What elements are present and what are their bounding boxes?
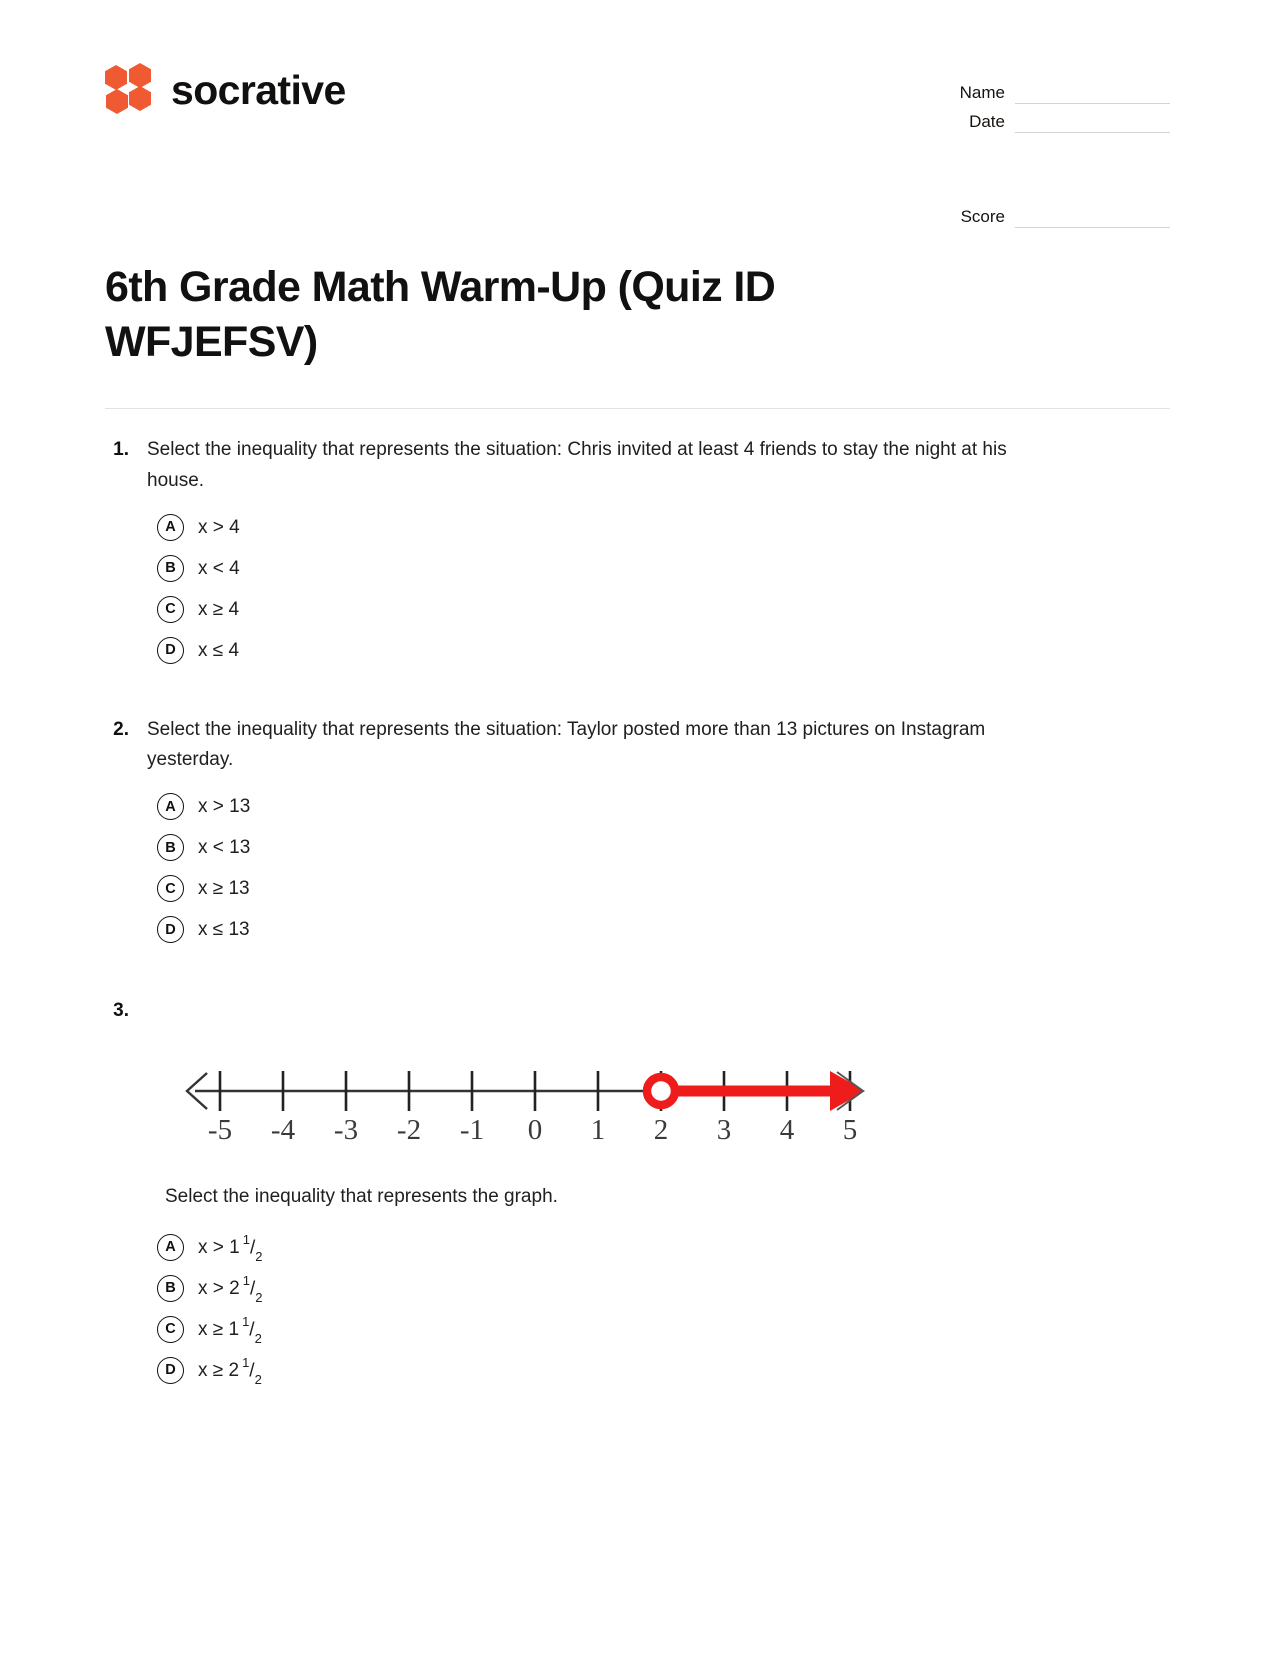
tick-label: -3 — [333, 1113, 359, 1146]
option-1c[interactable] — [105, 589, 1170, 630]
option-3c[interactable] — [105, 1309, 1170, 1350]
option-label: x < 13 — [198, 837, 251, 859]
option-label — [198, 1354, 262, 1387]
mixed-fraction: $^1/_2$ — [242, 1313, 262, 1346]
question-1-number: 1. — [113, 439, 129, 461]
question-2 — [105, 715, 1170, 951]
option-3d[interactable] — [105, 1350, 1170, 1391]
tick-label: -1 — [459, 1113, 485, 1146]
tick-label: 1 — [590, 1113, 606, 1146]
option-1d[interactable] — [105, 630, 1170, 671]
number-line-svg — [165, 1031, 885, 1151]
hexagon-icon — [105, 65, 127, 90]
field-name — [925, 75, 1170, 104]
title-divider — [105, 408, 1170, 409]
question-1 — [105, 435, 1170, 671]
field-input-score[interactable] — [1015, 206, 1170, 228]
hexagon-icon — [106, 89, 128, 114]
tick-labels — [208, 1114, 857, 1146]
tick-label: 2 — [653, 1113, 669, 1146]
question-2-text: Select the inequality that represents the situation: Taylor posted more than 13 pictures on Instagram yesterday. — [147, 718, 986, 771]
option-bubble[interactable]: C — [157, 1316, 184, 1343]
question-1-text: Select the inequality that represents the situation: Chris invited at least 4 friends to stay the night at his house. — [147, 439, 1007, 491]
option-bubble[interactable]: D — [157, 637, 184, 664]
option-bubble[interactable]: B — [157, 1275, 184, 1302]
question-1-header — [105, 435, 1170, 497]
question-3-header — [105, 996, 1170, 1027]
tick-label: -2 — [396, 1113, 422, 1146]
page-header — [0, 0, 1275, 228]
option-bubble[interactable]: D — [157, 1357, 184, 1384]
option-2d[interactable] — [105, 909, 1170, 950]
page-title: 6th Grade Math Warm-Up (Quiz ID WFJEFSV) — [105, 263, 776, 367]
option-label: x < 4 — [198, 557, 240, 579]
option-bubble[interactable]: C — [157, 596, 184, 623]
option-bubble[interactable]: A — [157, 1234, 184, 1261]
field-score — [925, 199, 1170, 228]
question-1-options — [105, 507, 1170, 671]
tick-label: 0 — [527, 1113, 543, 1146]
tick-label: 5 — [842, 1113, 858, 1146]
option-whole: x > 2 — [198, 1277, 240, 1299]
option-label — [198, 1313, 262, 1346]
option-1b[interactable] — [105, 548, 1170, 589]
student-info-fields — [925, 75, 1170, 228]
mixed-fraction: $^1/_2$ — [242, 1354, 262, 1387]
field-date — [925, 104, 1170, 133]
question-3-prompt: Select the inequality that represents the graph. — [165, 1185, 558, 1207]
number-line-graph — [165, 1031, 1170, 1156]
tick-label: 3 — [716, 1113, 732, 1146]
option-bubble[interactable]: A — [157, 793, 184, 820]
question-3 — [105, 996, 1170, 1391]
option-bubble[interactable]: C — [157, 875, 184, 902]
field-label-name: Name — [959, 83, 1005, 102]
question-3-number: 3. — [113, 1000, 129, 1022]
option-2c[interactable] — [105, 868, 1170, 909]
option-label — [198, 1231, 263, 1264]
option-label: x ≤ 4 — [198, 639, 240, 661]
option-bubble[interactable]: D — [157, 916, 184, 943]
questions-list — [105, 435, 1170, 1391]
option-1a[interactable] — [105, 507, 1170, 548]
option-label — [198, 1272, 263, 1305]
tick-label: 4 — [779, 1113, 795, 1146]
socrative-hexagons-logo-icon — [105, 65, 153, 115]
right-arrow-icon — [830, 1071, 865, 1111]
field-label-score: Score — [960, 207, 1005, 226]
option-label: x > 4 — [198, 516, 240, 538]
mixed-fraction: $^1/_2$ — [242, 1272, 263, 1305]
field-label-date: Date — [969, 112, 1005, 131]
option-label: x ≥ 13 — [198, 878, 250, 900]
question-2-options — [105, 786, 1170, 950]
tick-label: -4 — [270, 1113, 296, 1146]
brand-name: socrative — [171, 66, 346, 113]
option-bubble[interactable]: B — [157, 834, 184, 861]
option-bubble[interactable]: B — [157, 555, 184, 582]
option-label: x ≤ 13 — [198, 919, 250, 941]
option-bubble[interactable]: A — [157, 514, 184, 541]
hexagon-icon — [129, 63, 151, 88]
question-2-number: 2. — [113, 718, 129, 740]
tick-label: -5 — [207, 1113, 233, 1146]
hexagon-icon — [129, 86, 151, 111]
mixed-fraction: $^1/_2$ — [242, 1231, 263, 1264]
option-3b[interactable] — [105, 1268, 1170, 1309]
option-2b[interactable] — [105, 827, 1170, 868]
option-whole: x ≥ 2 — [198, 1359, 240, 1381]
field-input-name[interactable] — [1015, 82, 1170, 104]
field-input-date[interactable] — [1015, 111, 1170, 133]
question-3-options — [105, 1227, 1170, 1391]
brand-logo — [105, 65, 346, 115]
option-whole: x ≥ 1 — [198, 1318, 240, 1340]
option-label: x > 13 — [198, 796, 251, 818]
option-3a[interactable] — [105, 1227, 1170, 1268]
question-2-header — [105, 715, 1170, 777]
option-label: x ≥ 4 — [198, 598, 240, 620]
open-circle-endpoint — [647, 1077, 675, 1105]
option-2a[interactable] — [105, 786, 1170, 827]
option-whole: x > 1 — [198, 1236, 240, 1258]
